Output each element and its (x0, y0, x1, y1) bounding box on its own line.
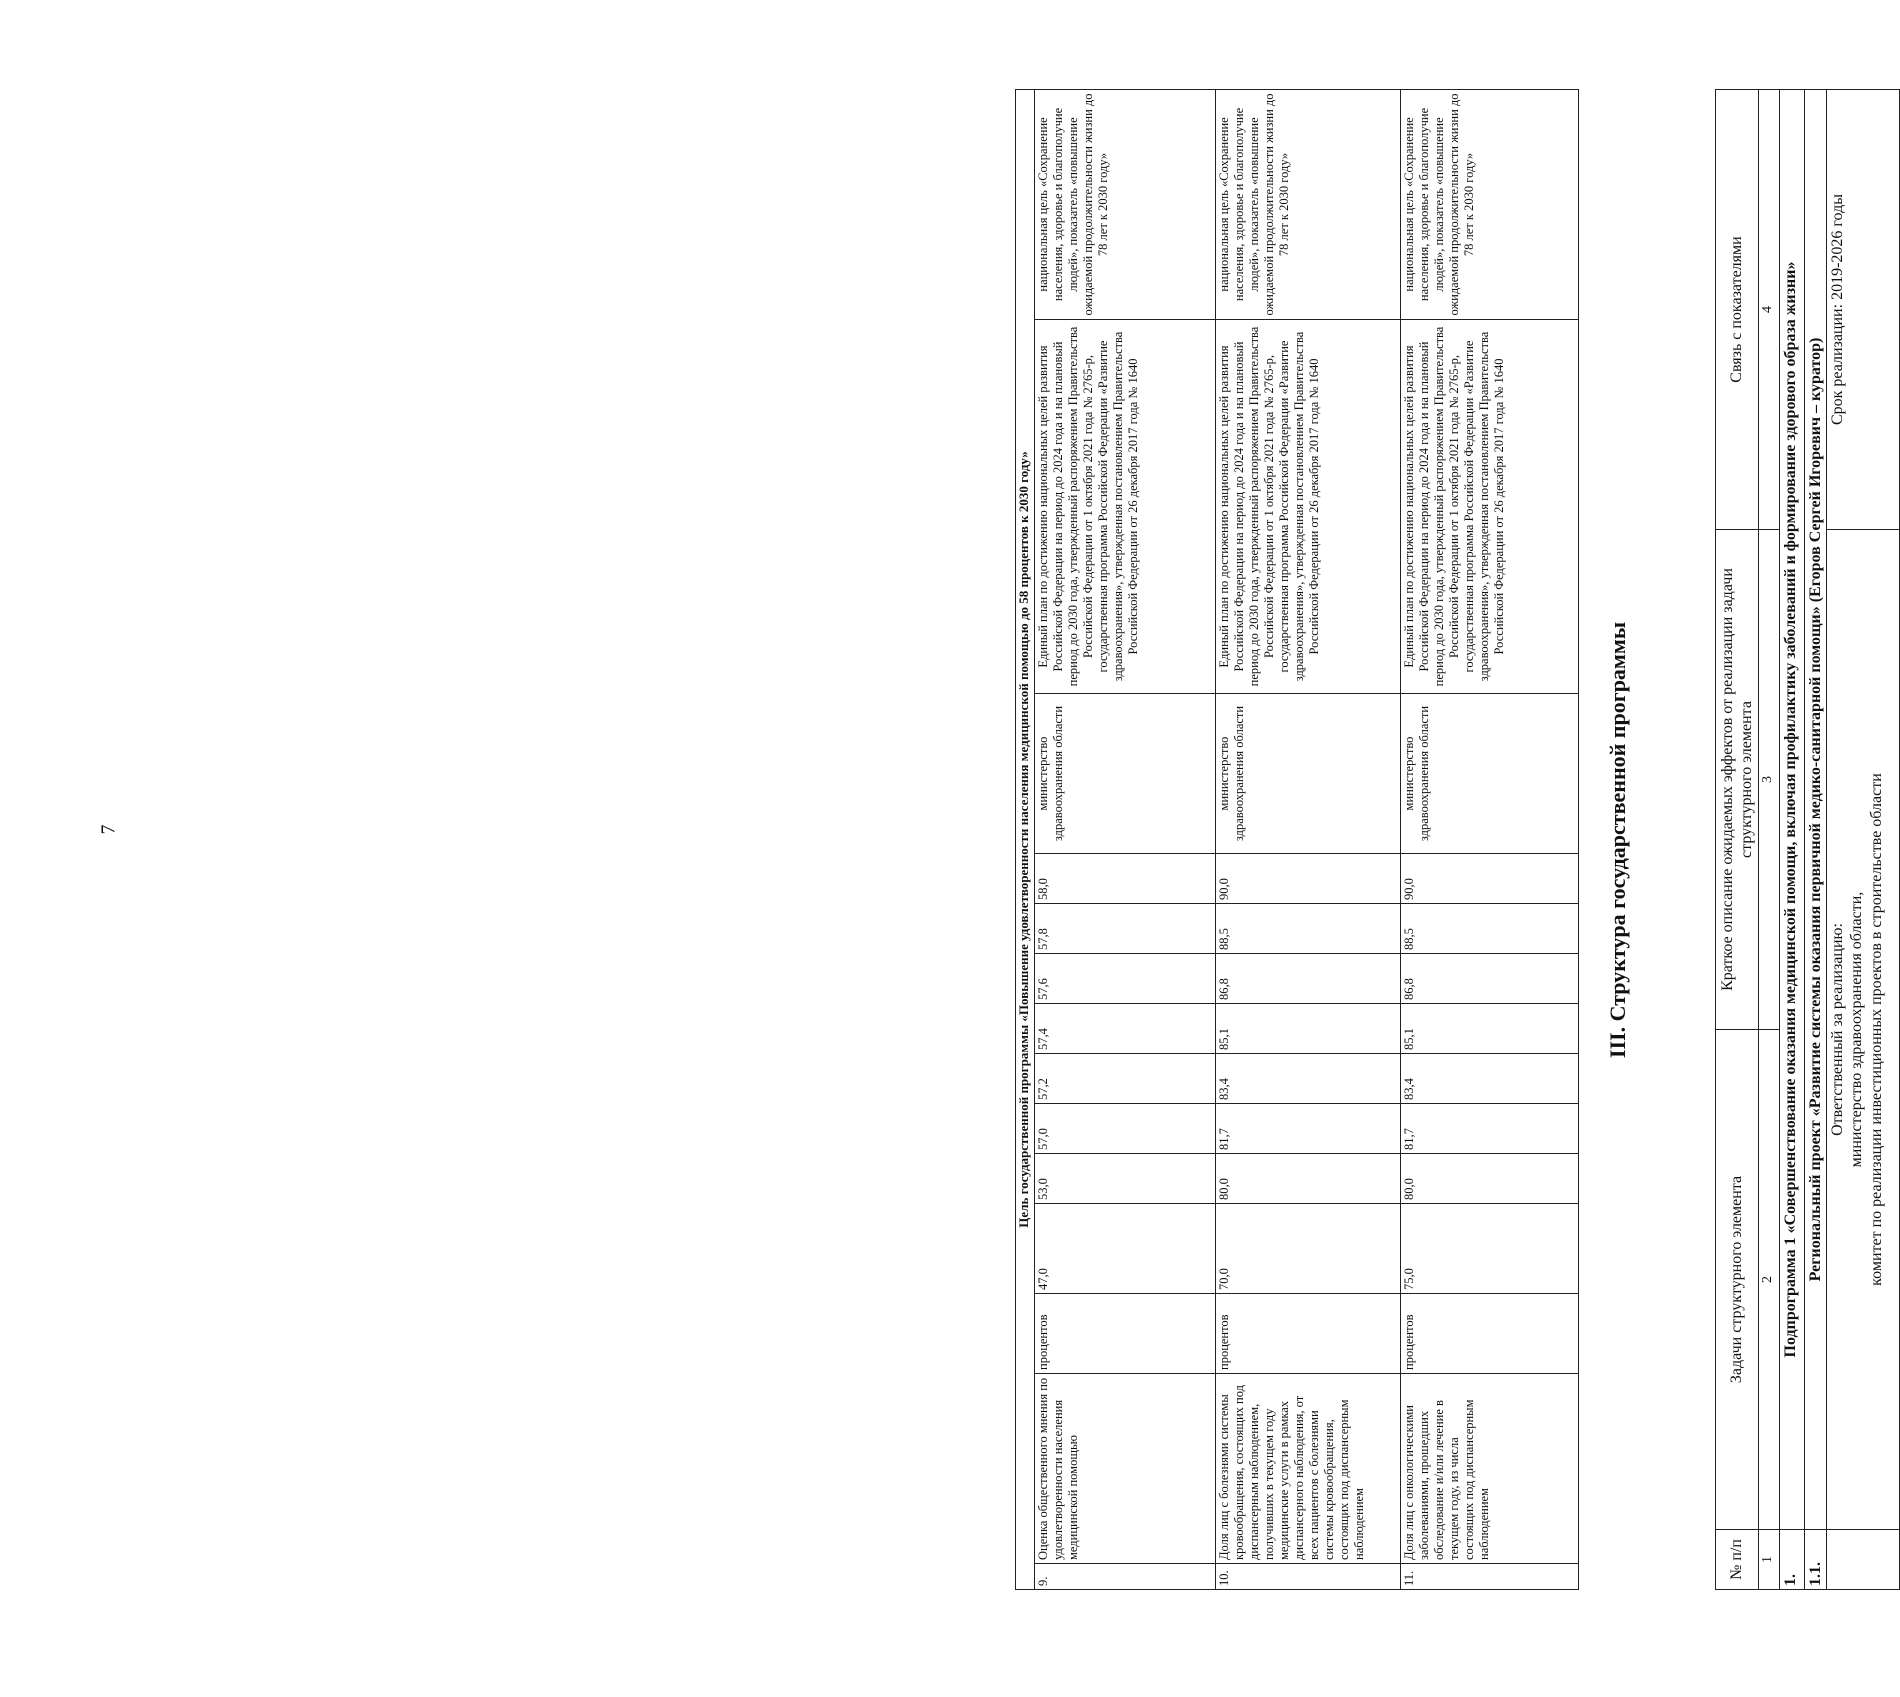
responsible-body: министерство здравоохранения области (1035, 694, 1216, 854)
header-effects: Краткое описание ожидаемых эффектов от реализации задачи структурного элемента (1716, 530, 1759, 1030)
year-value: 81,7 (1401, 1104, 1579, 1154)
responsible-label: Ответственный за реализацию: (1829, 923, 1847, 1136)
section-title: III. Структура государственной программы (1605, 621, 1630, 1059)
legal-document: Единый план по достижению национальных целей развития Российской Федерации на период до 2024 года и на плановый период до 2030 года, утвержденный распоряжением Правительства Российской Федерации от 1 октября 2021 года № 2765-р, государственная программа Российской Федерации «Развитие здравоохранения», утвержденная постановлением Правительства Российской Федерации от 26 декабря 2017 года № 1640 (1401, 320, 1579, 694)
project-number: 1.1. (1805, 1530, 1827, 1590)
base-value: 70,0 (1216, 1204, 1401, 1294)
responsible-line: министерство здравоохранения области, (1848, 891, 1866, 1168)
header-num: № п/п (1716, 1530, 1759, 1590)
indicator-name: Доля лиц с болезнями системы кровообращения, состоящих под диспансерным наблюдением, получивших в текущем году медицинские услуги в рамках диспансерного наблюдения, от всех пациентов с болезнями системы кровообращения, состоящих под диспансерным наблюдением (1216, 1374, 1401, 1564)
project-title: Региональный проект «Развитие системы оказания первичной медико-санитарной помощи» (Егоров Сергей Игоревич – куратор) (1805, 90, 1827, 1530)
year-value: 86,8 (1401, 954, 1579, 1004)
unit: процентов (1216, 1294, 1401, 1374)
year-value: 86,8 (1216, 954, 1401, 1004)
indicators-table (1015, 89, 1579, 1590)
column-index: 4 (1759, 90, 1780, 530)
year-value: 90,0 (1401, 854, 1579, 904)
national-goal-link: национальная цель «Сохранение населения, здоровье и благополучие людей», показатель «повышение ожидаемой продолжительности жизни до 78 лет к 2030 году» (1401, 89, 1579, 319)
column-index-row (1759, 90, 1780, 1590)
unit: процентов (1401, 1294, 1579, 1374)
year-value: 57,8 (1035, 904, 1216, 954)
row-number: 11. (1401, 1564, 1579, 1590)
responsible-cell (1827, 530, 1900, 1530)
table-row (1216, 89, 1401, 1589)
column-index: 2 (1759, 1030, 1780, 1530)
year-value: 80,0 (1216, 1154, 1401, 1204)
empty-cell (1827, 1530, 1900, 1590)
year-value: 57,4 (1035, 1004, 1216, 1054)
table-row (1401, 89, 1579, 1589)
year-value: 58,0 (1035, 854, 1216, 904)
year-value: 83,4 (1401, 1054, 1579, 1104)
year-value: 57,0 (1035, 1104, 1216, 1154)
legal-document: Единый план по достижению национальных целей развития Российской Федерации на период до 2024 года и на плановый период до 2030 года, утвержденный распоряжением Правительства Российской Федерации от 1 октября 2021 года № 2765-р, государственная программа Российской Федерации «Развитие здравоохранения», утвержденная постановлением Правительства Российской Федерации от 26 декабря 2017 года № 1640 (1216, 320, 1401, 694)
year-value: 81,7 (1216, 1104, 1401, 1154)
indicator-name: Оценка общественного мнения по удовлетворенности населения медицинской помощью (1035, 1374, 1216, 1564)
page-number: 7 (97, 824, 120, 835)
responsible-line: комитет по реализации инвестиционных проектов в строительстве области (1867, 773, 1885, 1286)
year-value: 80,0 (1401, 1154, 1579, 1204)
rotated-page-content (1015, 90, 1885, 1590)
year-value: 53,0 (1035, 1154, 1216, 1204)
header-row (1716, 90, 1759, 1590)
legal-document: Единый план по достижению национальных целей развития Российской Федерации на период до 2024 года и на плановый период до 2030 года, утвержденный распоряжением Правительства Российской Федерации от 1 октября 2021 года № 2765-р, государственная программа Российской Федерации «Развитие здравоохранения», утвержденная постановлением Правительства Российской Федерации от 26 декабря 2017 года № 1640 (1035, 320, 1216, 694)
base-value: 75,0 (1401, 1204, 1579, 1294)
national-goal-link: национальная цель «Сохранение населения, здоровье и благополучие людей», показатель «повышение ожидаемой продолжительности жизни до 78 лет к 2030 году» (1035, 89, 1216, 319)
row-number: 9. (1035, 1564, 1216, 1590)
header-link: Связь с показателями (1716, 90, 1759, 530)
year-value: 57,2 (1035, 1054, 1216, 1104)
year-value: 83,4 (1216, 1054, 1401, 1104)
responsible-body: министерство здравоохранения области (1401, 694, 1579, 854)
subprogram-number: 1. (1780, 1530, 1805, 1590)
year-value: 90,0 (1216, 854, 1401, 904)
year-value: 85,1 (1401, 1004, 1579, 1054)
national-goal-link: национальная цель «Сохранение населения, здоровье и благополучие людей», показатель «повышение ожидаемой продолжительности жизни до 78 лет к 2030 году» (1216, 89, 1401, 319)
goal-text: Цель государственной программы «Повышение удовлетворенности населения медицинской помощью до 58 процентов к 2030 году» (1016, 89, 1035, 1589)
subprogram-row (1780, 90, 1805, 1590)
term-cell: Срок реализации: 2019-2026 годы (1827, 90, 1900, 530)
table-row (1035, 89, 1216, 1589)
column-index: 3 (1759, 530, 1780, 1030)
subprogram-title: Подпрограмма 1 «Совершенствование оказания медицинской помощи, включая профилактику заболеваний и формирование здорового образа жизни» (1780, 90, 1805, 1530)
unit: процентов (1035, 1294, 1216, 1374)
responsible-row (1827, 90, 1900, 1590)
year-value: 88,5 (1216, 904, 1401, 954)
structure-table (1715, 89, 1900, 1590)
indicator-name: Доля лиц с онкологическими заболеваниями, прошедших обследование и/или лечение в текущем году, из числа состоящих под диспансерным наблюдением (1401, 1374, 1579, 1564)
year-value: 88,5 (1401, 904, 1579, 954)
year-value: 57,6 (1035, 954, 1216, 1004)
column-index: 1 (1759, 1530, 1780, 1590)
year-value: 85,1 (1216, 1004, 1401, 1054)
goal-row (1016, 89, 1035, 1589)
header-tasks: Задачи структурного элемента (1716, 1030, 1759, 1530)
responsible-body: министерство здравоохранения области (1216, 694, 1401, 854)
row-number: 10. (1216, 1564, 1401, 1590)
project-row (1805, 90, 1827, 1590)
base-value: 47,0 (1035, 1204, 1216, 1294)
